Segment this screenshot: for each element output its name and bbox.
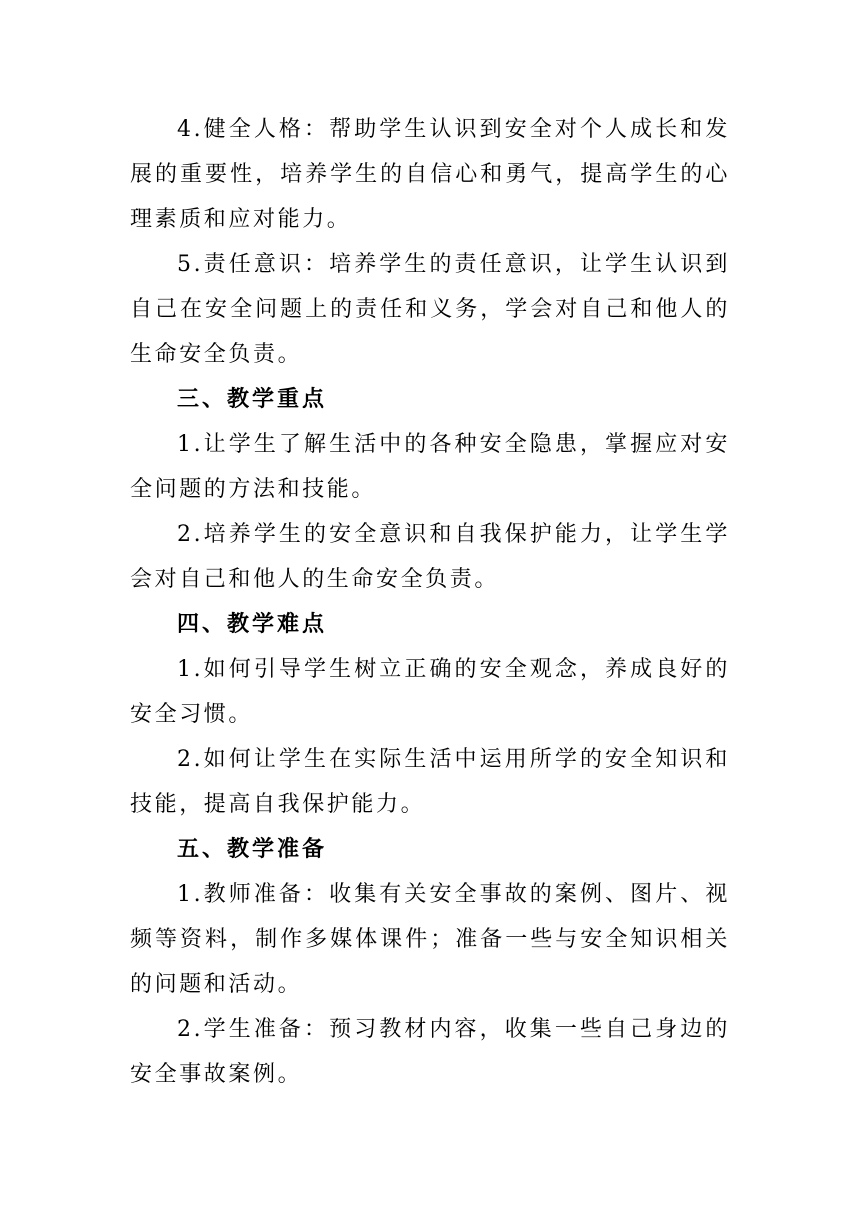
key-point-1: 1.让学生了解生活中的各种安全隐患，掌握应对安全问题的方法和技能。 xyxy=(130,432,730,502)
key-point-2: 2.培养学生的安全意识和自我保护能力，让学生学会对自己和他人的生命安全负责。 xyxy=(130,522,730,592)
section-3-heading: 三、教学重点 xyxy=(177,386,328,412)
difficulty-2: 2.如何让学生在实际生活中运用所学的安全知识和技能，提高自我保护能力。 xyxy=(130,747,730,817)
item-5-responsibility: 5.责任意识：培养学生的责任意识，让学生认识到自己在安全问题上的责任和义务，学会对自己和他人的生命安全负责。 xyxy=(130,252,730,367)
section-4-heading: 四、教学难点 xyxy=(177,611,328,637)
prep-student: 2.学生准备：预习教材内容，收集一些自己身边的安全事故案例。 xyxy=(130,1017,730,1087)
prep-teacher: 1.教师准备：收集有关安全事故的案例、图片、视频等资料，制作多媒体课件；准备一些与安全知识相关的问题和活动。 xyxy=(130,882,730,997)
difficulty-1: 1.如何引导学生树立正确的安全观念，养成良好的安全习惯。 xyxy=(130,657,730,727)
item-4-sound-personality: 4.健全人格：帮助学生认识到安全对个人成长和发展的重要性，培养学生的自信心和勇气，提高学生的心理素质和应对能力。 xyxy=(130,117,730,232)
section-5-heading: 五、教学准备 xyxy=(177,836,328,862)
document-body xyxy=(130,107,730,1097)
